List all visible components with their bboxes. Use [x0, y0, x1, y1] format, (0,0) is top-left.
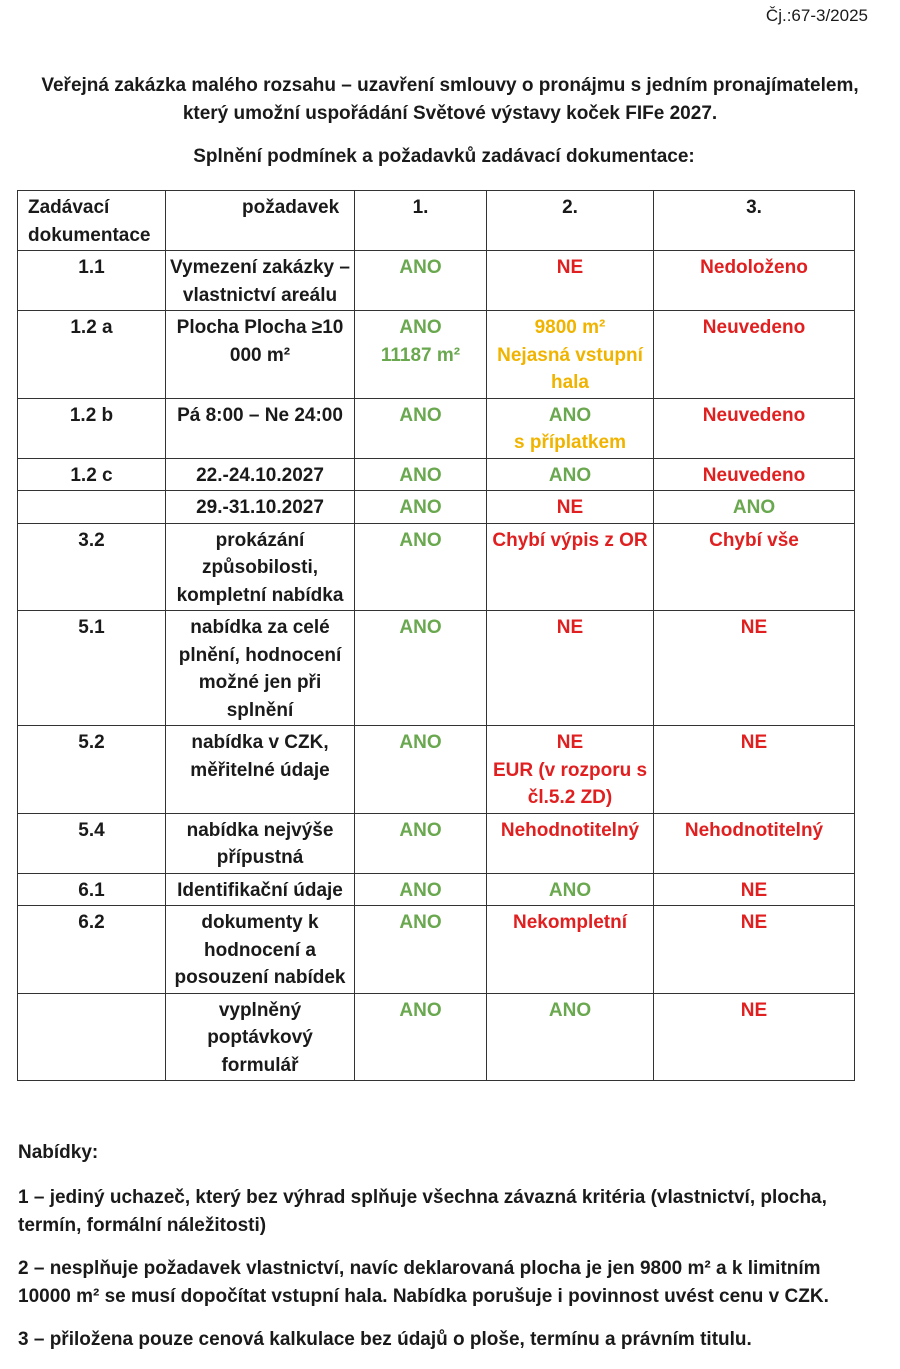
- requirements-table: [17, 190, 855, 1081]
- table-row: [18, 906, 855, 994]
- offer-2-status: NE: [556, 257, 584, 278]
- offer-2-cell: [487, 611, 654, 726]
- offer-2-detail: Nejasná vstupní hala: [497, 344, 643, 393]
- offer-3-cell: [654, 813, 855, 873]
- section-cell: 1.2 a: [18, 311, 166, 399]
- offer-3-status: Neuvedeno: [702, 464, 806, 486]
- offer-3-status: NE: [740, 732, 768, 753]
- table-row: [18, 491, 855, 524]
- requirement-cell: nabídka v CZK, měřitelné údaje: [166, 726, 355, 814]
- offer-1-cell: [355, 993, 487, 1081]
- offer-2-status: NE: [556, 497, 584, 518]
- offer-2-status: NE: [556, 732, 584, 753]
- table-row: [18, 398, 855, 458]
- offer-2-status: ANO: [548, 879, 592, 901]
- offer-2-cell: [487, 251, 654, 311]
- offer-1-status: ANO: [399, 404, 442, 426]
- offer-2-cell: [487, 813, 654, 873]
- header-offer-3: 3.: [654, 191, 855, 251]
- offer-3-status: Neuvedeno: [702, 317, 806, 338]
- offer-1-status: ANO: [399, 912, 442, 933]
- header-requirement: požadavek: [166, 191, 355, 251]
- offer-3-cell: [654, 906, 855, 994]
- offer-3-cell: [654, 873, 855, 906]
- table-row: [18, 813, 855, 873]
- offer-1-status: ANO: [399, 529, 442, 551]
- offer-2-cell: [487, 398, 654, 458]
- requirement-cell: vyplněný poptávkový formulář: [166, 993, 355, 1081]
- offer-2-status: Chybí výpis z OR: [492, 529, 648, 551]
- offer-1-status: ANO: [399, 497, 442, 518]
- offer-3-status: NE: [740, 912, 768, 933]
- section-cell: 6.2: [18, 906, 166, 994]
- requirement-cell: Pá 8:00 – Ne 24:00: [166, 398, 355, 458]
- offer-3-status: NE: [740, 879, 768, 901]
- offer-2-cell: [487, 311, 654, 399]
- section-cell: 5.1: [18, 611, 166, 726]
- offer-3-cell: [654, 311, 855, 399]
- section-cell: 1.2 c: [18, 458, 166, 491]
- offer-2-cell: [487, 726, 654, 814]
- note-offer-3: 3 – přiložena pouze cenová kalkulace bez údajů o ploše, termínu a právním titulu.: [18, 1329, 752, 1350]
- offer-1-cell: [355, 813, 487, 873]
- offer-2-status: ANO: [548, 464, 592, 486]
- offer-1-cell: [355, 458, 487, 491]
- header-section: Zadávací dokumentace: [18, 191, 166, 251]
- table-row: [18, 993, 855, 1081]
- note-offer-1: 1 – jediný uchazeč, který bez výhrad splňuje všechna závazná kritéria (vlastnictví, plocha, termín, formální náležitosti): [18, 1187, 827, 1236]
- offer-3-cell: [654, 458, 855, 491]
- table-row: [18, 251, 855, 311]
- header-offer-2: 2.: [487, 191, 654, 251]
- title-line-2: který umožní uspořádání Světové výstavy koček FIFe 2027.: [182, 103, 718, 124]
- offer-2-status: 9800 m²: [534, 317, 606, 338]
- offer-2-cell: [487, 873, 654, 906]
- document-title: [0, 72, 900, 128]
- offer-1-status: ANO: [399, 999, 442, 1021]
- reference-number: Čj.:67-3/2025: [765, 6, 868, 25]
- offer-3-status: Neuvedeno: [702, 404, 806, 426]
- offer-1-status: ANO: [399, 879, 442, 901]
- requirement-cell: nabídka za celé plnění, hodnocení možné jen při splnění: [166, 611, 355, 726]
- offer-3-status: NE: [740, 617, 768, 638]
- offer-2-detail: EUR (v rozporu s čl.5.2 ZD): [492, 759, 648, 808]
- table-row: [18, 611, 855, 726]
- requirement-cell: 29.-31.10.2027: [166, 491, 355, 524]
- requirement-cell: 22.-24.10.2027: [166, 458, 355, 491]
- offer-1-status: ANO: [399, 464, 442, 486]
- offer-1-cell: [355, 398, 487, 458]
- offer-3-status: Nedoloženo: [700, 257, 808, 278]
- offer-1-detail: 11187 m²: [380, 344, 461, 366]
- offer-2-status: NE: [556, 617, 584, 638]
- requirement-cell: prokázání způsobilosti, kompletní nabídka: [166, 523, 355, 611]
- section-cell: 3.2: [18, 523, 166, 611]
- offer-3-cell: [654, 491, 855, 524]
- offer-1-status: ANO: [399, 732, 442, 753]
- offer-1-cell: [355, 251, 487, 311]
- offer-1-cell: [355, 491, 487, 524]
- offer-1-cell: [355, 311, 487, 399]
- offer-3-cell: [654, 523, 855, 611]
- requirement-cell: Plocha Plocha ≥10 000 m²: [166, 311, 355, 399]
- table-row: [18, 311, 855, 399]
- offer-1-cell: [355, 906, 487, 994]
- requirement-cell: Identifikační údaje: [166, 873, 355, 906]
- offer-2-status: Nehodnotitelný: [500, 819, 640, 841]
- offer-2-status: Nekompletní: [512, 912, 628, 933]
- offer-1-status: ANO: [399, 257, 442, 278]
- section-cell: 1.1: [18, 251, 166, 311]
- offer-2-cell: [487, 523, 654, 611]
- requirement-cell: dokumenty k hodnocení a posouzení nabídek: [166, 906, 355, 994]
- offer-1-status: ANO: [399, 617, 442, 638]
- requirements-table-body: [18, 251, 855, 1081]
- offer-3-cell: [654, 398, 855, 458]
- offer-1-cell: [355, 726, 487, 814]
- offer-2-cell: [487, 906, 654, 994]
- offer-3-cell: [654, 726, 855, 814]
- offer-2-status: ANO: [548, 999, 592, 1021]
- offer-2-cell: [487, 491, 654, 524]
- notes-heading: Nabídky:: [18, 1142, 99, 1163]
- offers-notes: [18, 1139, 878, 1369]
- offer-2-cell: [487, 993, 654, 1081]
- title-line-1: Veřejná zakázka malého rozsahu – uzavření smlouvy o pronájmu s jedním pronajímatelem,: [41, 75, 859, 96]
- offer-1-cell: [355, 873, 487, 906]
- table-row: [18, 523, 855, 611]
- section-cell: 1.2 b: [18, 398, 166, 458]
- table-row: [18, 726, 855, 814]
- offer-1-status: ANO: [399, 317, 442, 338]
- section-cell: 6.1: [18, 873, 166, 906]
- offer-3-status: ANO: [732, 497, 776, 518]
- section-cell: [18, 993, 166, 1081]
- document-subtitle: Splnění podmínek a požadavků zadávací dokumentace:: [193, 146, 695, 167]
- section-cell: 5.2: [18, 726, 166, 814]
- offer-3-status: Chybí vše: [709, 529, 799, 551]
- requirement-cell: Vymezení zakázky – vlastnictví areálu: [166, 251, 355, 311]
- offer-1-cell: [355, 611, 487, 726]
- table-row: [18, 458, 855, 491]
- offer-1-cell: [355, 523, 487, 611]
- offer-3-cell: [654, 611, 855, 726]
- header-offer-1: 1.: [355, 191, 487, 251]
- offer-3-status: NE: [740, 999, 768, 1021]
- offer-3-cell: [654, 993, 855, 1081]
- section-cell: [18, 491, 166, 524]
- note-offer-2: 2 – nesplňuje požadavek vlastnictví, navíc deklarovaná plocha je jen 9800 m² a k limitním 10000 m² se musí dopočítat vstupní hala. Nabídka porušuje i povinnost uvést cenu v CZK.: [18, 1258, 829, 1307]
- offer-1-status: ANO: [399, 819, 442, 841]
- offer-2-detail: s příplatkem: [514, 432, 626, 453]
- requirement-cell: nabídka nejvýše přípustná: [166, 813, 355, 873]
- table-row: [18, 873, 855, 906]
- offer-2-status: ANO: [548, 404, 592, 426]
- table-header-row: [18, 191, 855, 251]
- section-cell: 5.4: [18, 813, 166, 873]
- offer-3-status: Nehodnotitelný: [684, 819, 824, 841]
- offer-2-cell: [487, 458, 654, 491]
- offer-3-cell: [654, 251, 855, 311]
